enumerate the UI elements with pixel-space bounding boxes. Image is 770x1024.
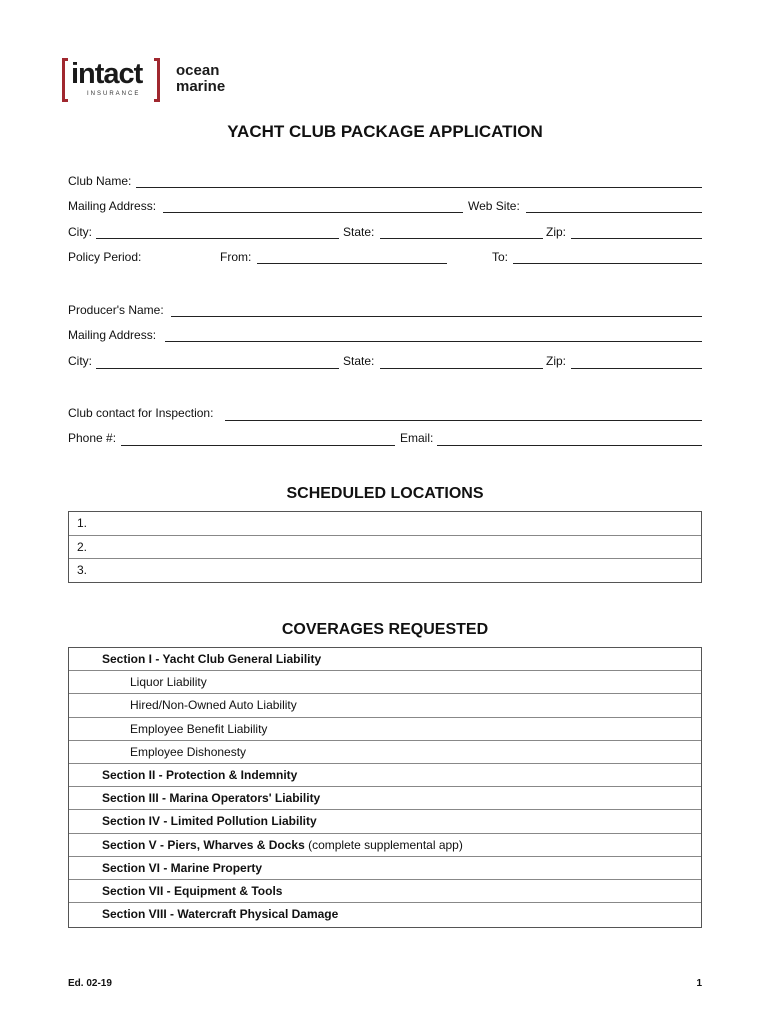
club-zip-label: Zip: <box>546 225 567 239</box>
coverage-label: Liquor Liability <box>130 675 207 690</box>
location-row-number: 3. <box>77 563 88 578</box>
coverage-hired-auto[interactable] <box>69 694 701 717</box>
coverage-label: Section II - Protection & Indemnity <box>102 767 298 782</box>
producer-state-label: State: <box>343 354 375 368</box>
email-field[interactable] <box>437 445 702 446</box>
coverage-label: Hired/Non-Owned Auto Liability <box>130 698 297 713</box>
club-name-field[interactable] <box>136 187 702 188</box>
producer-state-field[interactable] <box>380 368 543 369</box>
logo-ocean-text: ocean <box>176 62 220 79</box>
inspection-contact-field[interactable] <box>225 420 702 421</box>
club-city-label: City: <box>68 225 92 239</box>
coverage-label: Section VI - Marine Property <box>102 860 263 875</box>
coverage-label: Section VIII - Watercraft Physical Damage <box>102 907 339 922</box>
coverages-table <box>68 647 702 928</box>
logo-sub-text: INSURANCE <box>87 91 141 97</box>
coverage-section-6[interactable] <box>69 857 701 880</box>
inspection-contact-label: Club contact for Inspection: <box>68 406 214 420</box>
coverage-section-7[interactable] <box>69 880 701 903</box>
from-label: From: <box>220 250 252 264</box>
intact-logo <box>62 58 160 103</box>
producer-mailing-field[interactable] <box>165 341 702 342</box>
coverage-label: Section III - Marina Operators' Liability <box>102 791 321 806</box>
coverage-label: Section V - Piers, Wharves & Docks <box>102 837 305 852</box>
location-row-number: 1. <box>77 516 88 530</box>
coverage-label: Section VII - Equipment & Tools <box>102 883 283 898</box>
coverage-label: Employee Benefit Liability <box>130 721 268 736</box>
coverage-section-5[interactable] <box>69 834 701 857</box>
producer-zip-field[interactable] <box>571 368 702 369</box>
coverage-label: Section IV - Limited Pollution Liability <box>102 814 317 829</box>
coverage-employee-dishonesty[interactable] <box>69 741 701 764</box>
club-zip-field[interactable] <box>571 238 702 239</box>
coverage-section-1[interactable] <box>69 648 701 671</box>
page-number: 1 <box>696 978 702 989</box>
coverages-heading: COVERAGES REQUESTED <box>281 621 489 638</box>
scheduled-locations-table <box>68 511 702 583</box>
club-city-field[interactable] <box>96 238 339 239</box>
page-title: YACHT CLUB PACKAGE APPLICATION <box>227 122 543 141</box>
scheduled-locations-heading: SCHEDULED LOCATIONS <box>286 485 484 502</box>
policy-from-field[interactable] <box>257 263 447 264</box>
coverage-label: Section I - Yacht Club General Liability <box>102 652 322 666</box>
logo-marine-text: marine <box>176 78 226 95</box>
policy-period-label: Policy Period: <box>68 250 142 264</box>
email-label: Email: <box>400 431 434 445</box>
producer-name-field[interactable] <box>171 316 702 317</box>
club-state-field[interactable] <box>380 238 543 239</box>
edition-label: Ed. 02-19 <box>68 978 112 989</box>
producer-mailing-label: Mailing Address: <box>68 328 157 342</box>
coverage-label: Employee Dishonesty <box>130 744 247 759</box>
producer-name-label: Producer's Name: <box>68 303 164 317</box>
website-field[interactable] <box>526 212 702 213</box>
club-mailing-field[interactable] <box>163 212 463 213</box>
phone-label: Phone #: <box>68 431 117 445</box>
location-row-3[interactable] <box>69 559 701 583</box>
coverage-section-8[interactable] <box>69 903 701 926</box>
coverage-section-4[interactable] <box>69 810 701 833</box>
location-row-2[interactable] <box>69 536 701 560</box>
location-row-1[interactable] <box>69 512 701 536</box>
coverage-section-2[interactable] <box>69 764 701 787</box>
producer-city-label: City: <box>68 354 92 368</box>
coverage-employee-benefit[interactable] <box>69 718 701 741</box>
club-state-label: State: <box>343 225 375 239</box>
coverage-section-3[interactable] <box>69 787 701 810</box>
club-name-label: Club Name: <box>68 174 132 188</box>
producer-city-field[interactable] <box>96 368 339 369</box>
logo-brand-text: intact <box>71 58 143 90</box>
coverage-note: (complete supplemental app) <box>308 837 463 852</box>
location-row-number: 2. <box>77 539 88 554</box>
policy-to-field[interactable] <box>513 263 702 264</box>
coverage-liquor-liability[interactable] <box>69 671 701 694</box>
club-mailing-label: Mailing Address: <box>68 199 157 213</box>
producer-zip-label: Zip: <box>546 354 567 368</box>
ocean-marine-logo <box>176 63 225 95</box>
logo-right-bracket <box>154 58 160 102</box>
website-label: Web Site: <box>468 199 520 213</box>
phone-field[interactable] <box>121 445 395 446</box>
to-label: To: <box>492 250 509 264</box>
logo-left-bracket <box>62 58 68 102</box>
